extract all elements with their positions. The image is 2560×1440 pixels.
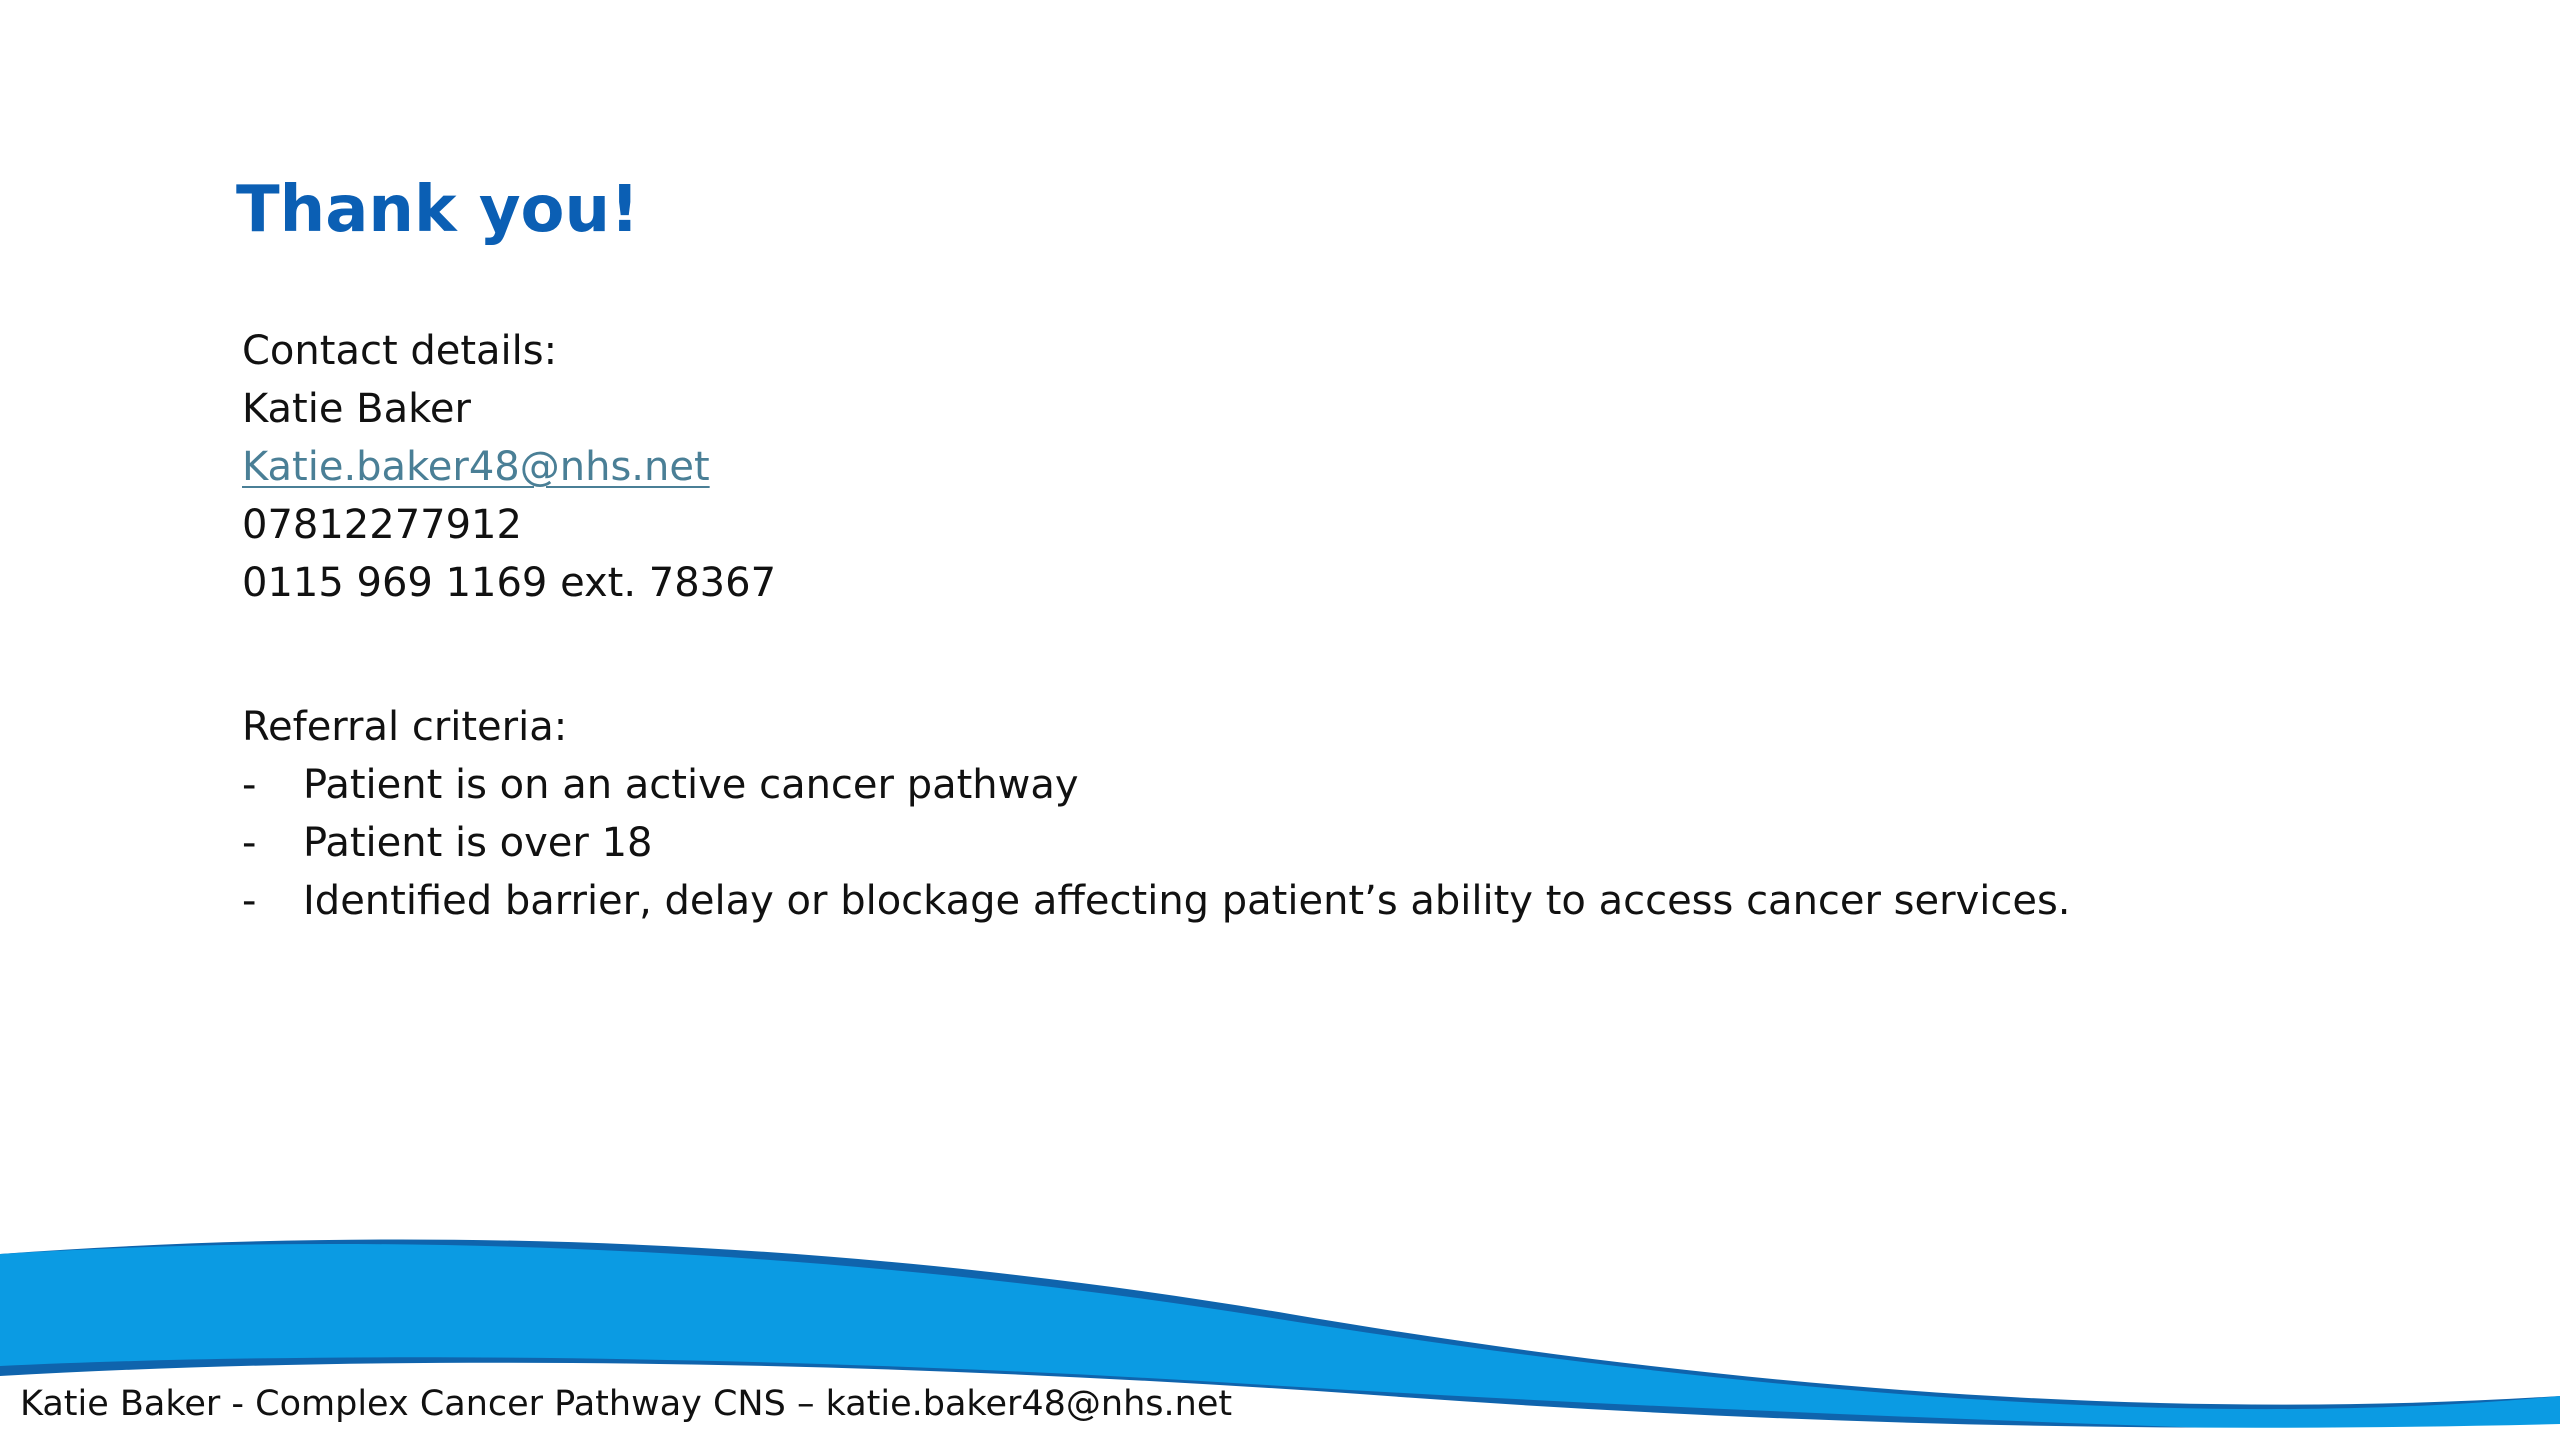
- contact-name: Katie Baker: [242, 386, 471, 432]
- list-item-text: Patient is on an active cancer pathway: [303, 762, 1079, 808]
- slide-title: Thank you!: [236, 173, 640, 247]
- contact-mobile: 07812277912: [242, 502, 522, 548]
- contact-email-link[interactable]: Katie.baker48@nhs.net: [242, 444, 710, 490]
- referral-criteria-list: [242, 756, 2442, 930]
- dash-bullet: -: [242, 878, 257, 924]
- dash-bullet: -: [242, 762, 257, 808]
- contact-email-row: [242, 438, 2442, 496]
- contact-heading: Contact details:: [242, 328, 558, 374]
- slide-footer: Katie Baker - Complex Cancer Pathway CNS – katie.baker48@nhs.net: [20, 1384, 1233, 1424]
- list-item: [242, 814, 2442, 872]
- referral-heading: Referral criteria:: [242, 704, 568, 750]
- section-spacer: [242, 612, 2442, 698]
- list-item-text: Patient is over 18: [303, 820, 653, 866]
- contact-phone: 0115 969 1169 ext. 78367: [242, 560, 777, 606]
- dash-bullet: -: [242, 820, 257, 866]
- list-item: [242, 872, 2442, 930]
- list-item-text: Identified barrier, delay or blockage affecting patient’s ability to access cancer services.: [303, 878, 2071, 924]
- slide-content: [242, 322, 2442, 930]
- list-item: [242, 756, 2442, 814]
